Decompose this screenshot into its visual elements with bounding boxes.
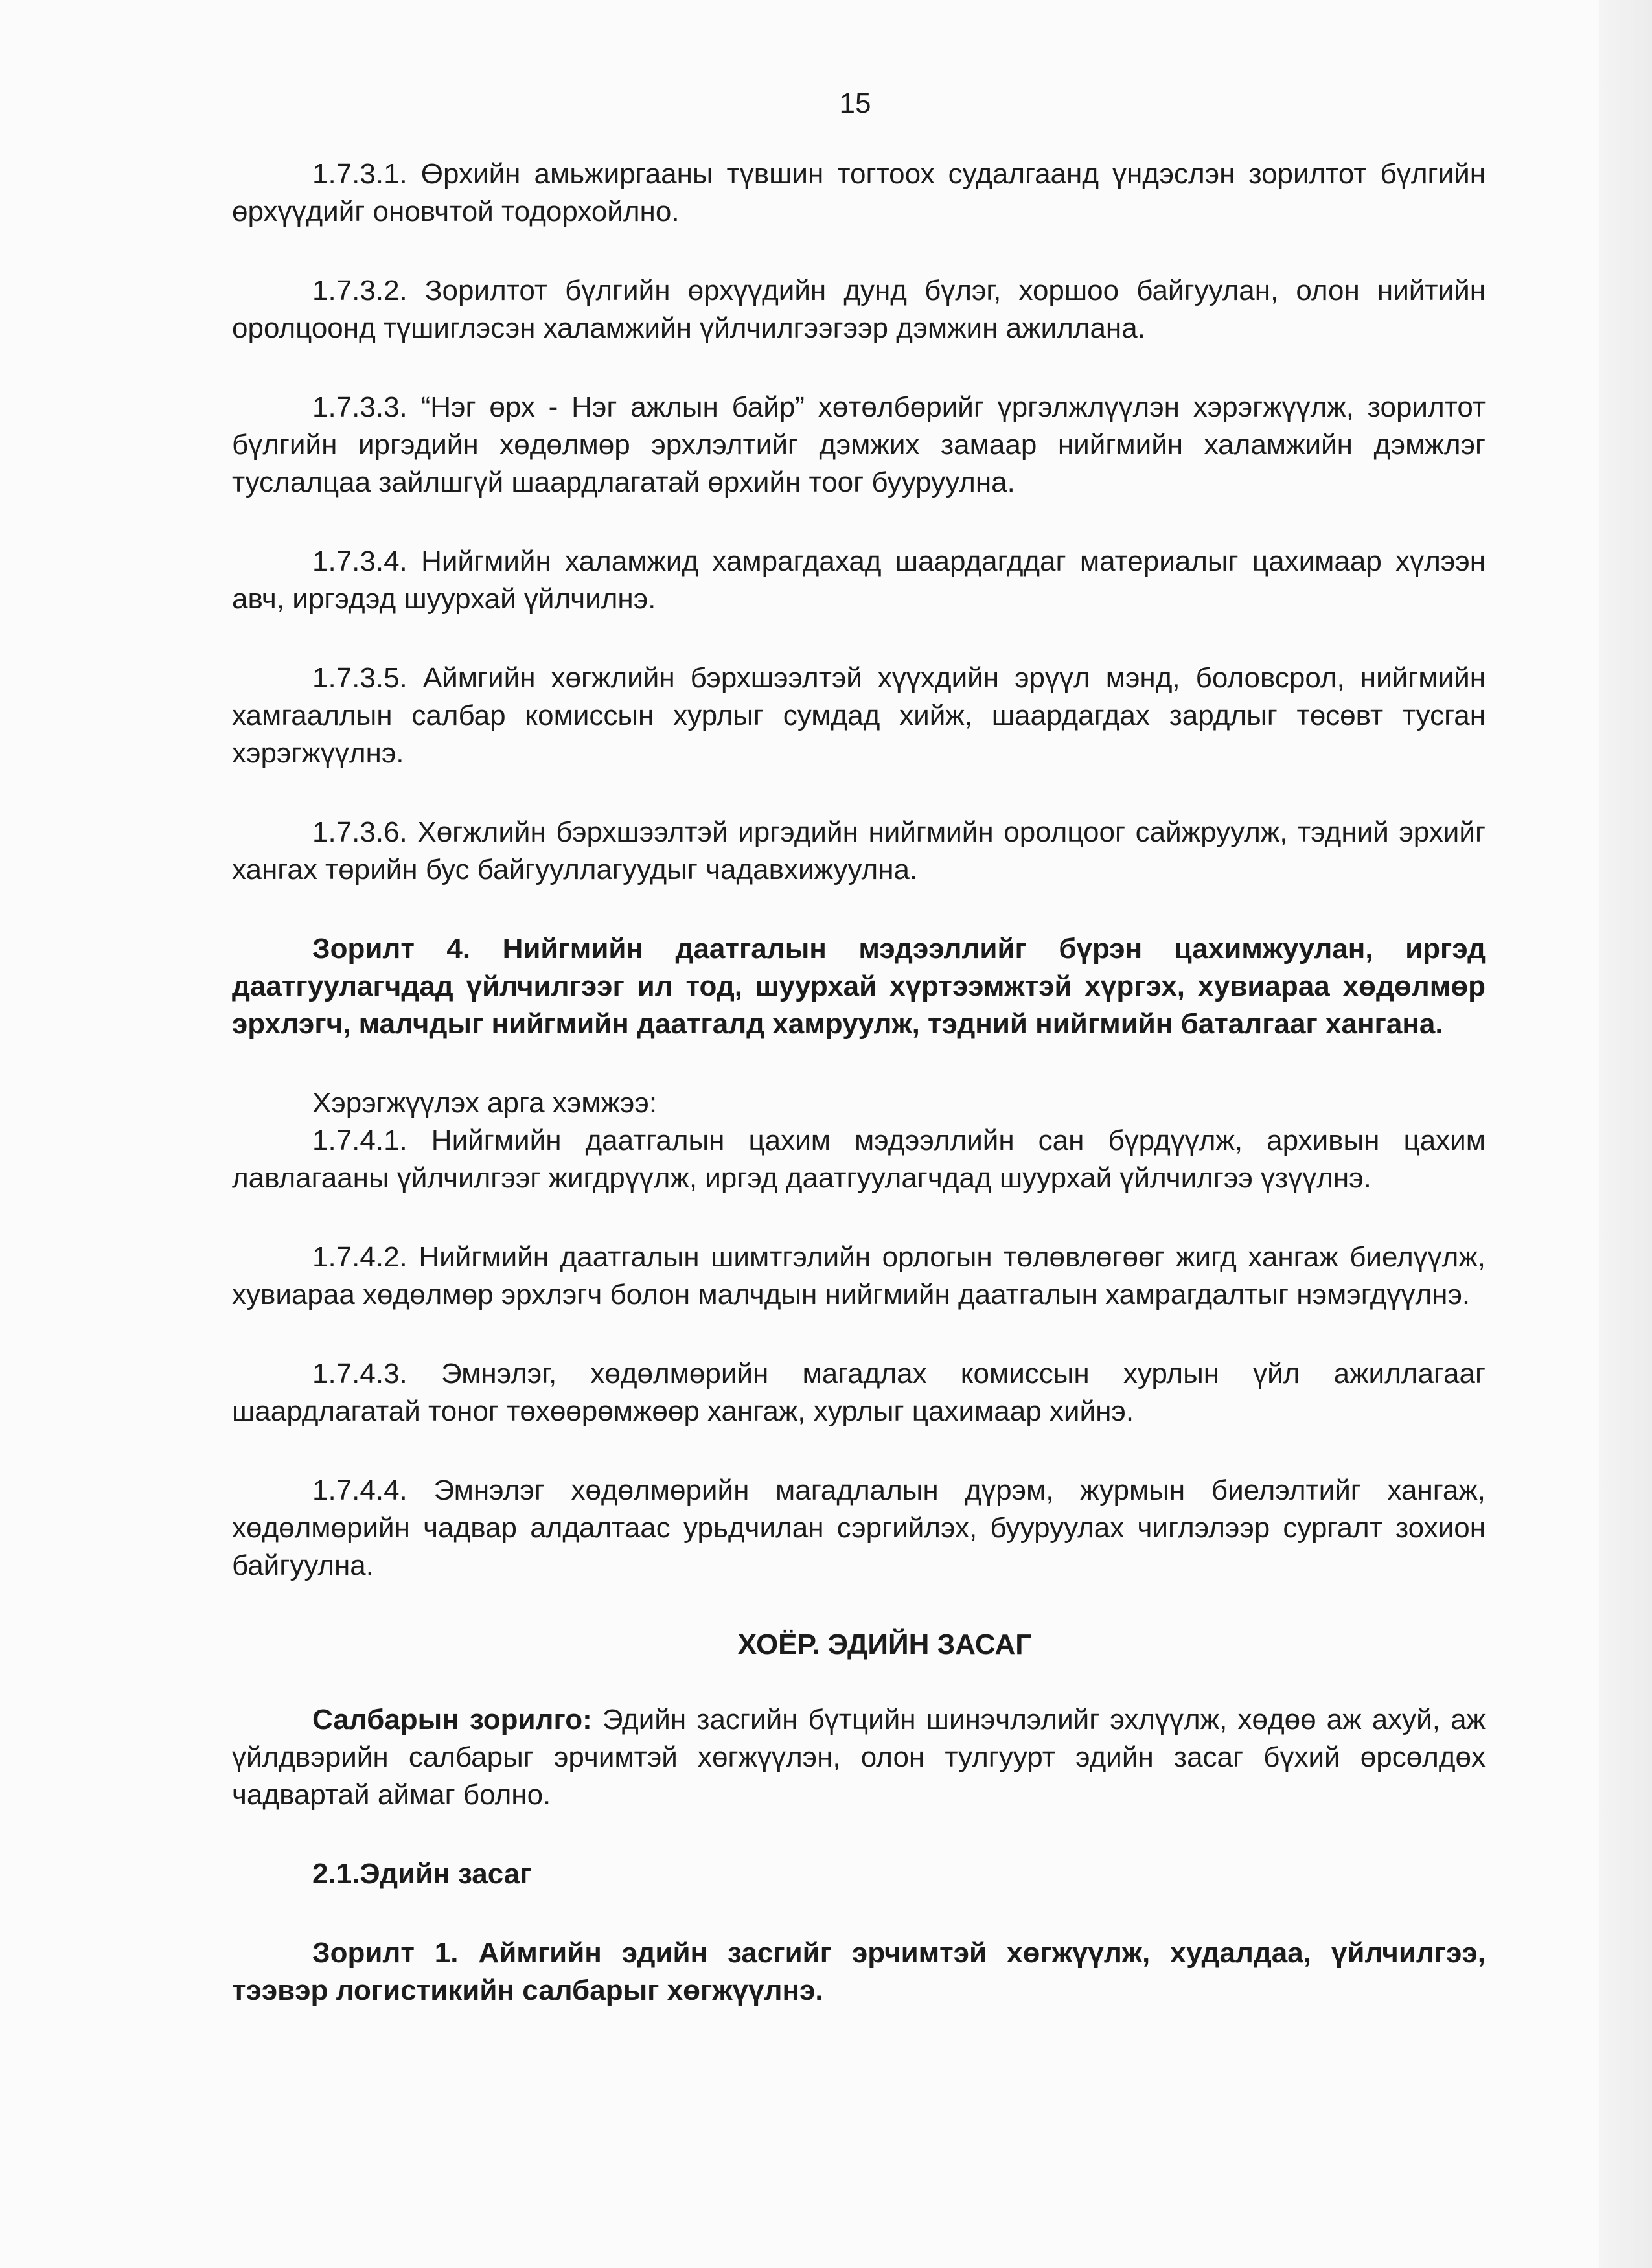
paragraph-1-7-3-1: 1.7.3.1. Өрхийн амьжиргааны түвшин тогтоох судалгаанд үндэслэн зорилтот бүлгийн өрхүүдийг оновчтой тодорхойлно.: [232, 158, 1486, 227]
paragraph-1-7-4-4: 1.7.4.4. Эмнэлэг хөдөлмөрийн магадлалын дүрэм, журмын биелэлтийг хангаж, хөдөлмөрийн чадвар алдалтаас урьдчилан сэргийлэх, бууруулах чиглэлээр сургалт зохион байгуулна.: [232, 1474, 1486, 1581]
sector-goal-text: Эдийн засгийн бүтцийн шинэчлэлийг эхлүүлж, хөдөө аж ахуй, аж үйлдвэрийн салбарыг эрчимтэй хөгжүүлэн, олон тулгуурт эдийн засаг бүхий өрсөлдөх чадвартай аймаг болно.: [232, 1704, 1486, 1811]
paragraph-1-7-3-4: 1.7.3.4. Нийгмийн халамжид хамрагдахад шаардагддаг материалыг цахимаар хүлээн авч, иргэдэд шуурхай үйлчилнэ.: [232, 545, 1486, 615]
subsection-title: 2.1.Эдийн засаг: [312, 1858, 532, 1890]
paragraph-1-7-3-6: 1.7.3.6. Хөгжлийн бэрхшээлтэй иргэдийн нийгмийн оролцоог сайжруулж, тэдний эрхийг хангах төрийн бус байгууллагуудыг чадавхижуулна.: [232, 816, 1486, 886]
paragraph-1-7-4-3: 1.7.4.3. Эмнэлэг, хөдөлмөрийн магадлах комиссын хурлын үйл ажиллагааг шаардлагатай тоног төхөөрөмжөөр хангаж, хурлыг цахимаар хийнэ.: [232, 1358, 1486, 1427]
paragraph-1-7-3-2: 1.7.3.2. Зорилтот бүлгийн өрхүүдийн дунд бүлэг, хоршоо байгуулан, олон нийтийн оролцоонд түшиглэсэн халамжийн үйлчилгээгээр дэмжин ажиллана.: [232, 275, 1486, 344]
section-title: ХОЁР. ЭДИЙН ЗАСАГ: [737, 1629, 1032, 1660]
paragraph-1-7-4-2: 1.7.4.2. Нийгмийн даатгалын шимтгэлийн орлогын төлөвлөгөөг жигд хангаж биелүүлж, хувиараа хөдөлмөр эрхлэгч болон малчдын нийгмийн даатгалын хамрагдалтыг нэмэгдүүлнэ.: [232, 1241, 1486, 1311]
paragraph-1-7-4-1: 1.7.4.1. Нийгмийн даатгалын цахим мэдээллийн сан бүрдүүлж, архивын цахим лавлагааны үйлчилгээг жигдрүүлж, иргэд даатгуулагчдад шуурхай үйлчилгээ үзүүлнэ.: [232, 1125, 1486, 1194]
document-body: [232, 155, 1486, 2051]
measures-label: Хэрэгжүүлэх арга хэмжээ:: [312, 1087, 658, 1119]
sector-goal-label: Салбарын зорилго:: [312, 1704, 592, 1735]
paragraph-1-7-3-5: 1.7.3.5. Аймгийн хөгжлийн бэрхшээлтэй хүүхдийн эрүүл мэнд, боловсрол, нийгмийн хамгааллын салбар комиссын хурлыг сумдад хийж, шаардагдах зардлыг төсөвт тусган хэрэгжүүлнэ.: [232, 662, 1486, 769]
scan-edge: [1599, 0, 1652, 2268]
paragraph-1-7-3-3: 1.7.3.3. “Нэг өрх - Нэг ажлын байр” хөтөлбөрийг үргэлжлүүлэн хэрэгжүүлж, зорилтот бүлгийн иргэдийн хөдөлмөр эрхлэлтийг дэмжих замаар нийгмийн халамжийн дэмжлэг туслалцаа зайлшгүй шаардлагатай өрхийн тоог бууруулна.: [232, 391, 1486, 498]
sector-goal: [232, 1701, 1486, 1814]
goal-1: Зорилт 1. Аймгийн эдийн засгийг эрчимтэй хөгжүүлж, худалдаа, үйлчилгээ, тээвэр логистикийн салбарыг хөгжүүлнэ.: [232, 1937, 1486, 2006]
goal-4: Зорилт 4. Нийгмийн даатгалын мэдээллийг бүрэн цахимжуулан, иргэд даатгуулагчдад үйлчилгээг ил тод, шуурхай хүртээмжтэй хүргэх, хувиараа хөдөлмөр эрхлэгч, малчдыг нийгмийн даатгалд хамруулж, тэдний нийгмийн баталгааг хангана.: [232, 933, 1486, 1040]
page-number: 15: [839, 87, 871, 119]
